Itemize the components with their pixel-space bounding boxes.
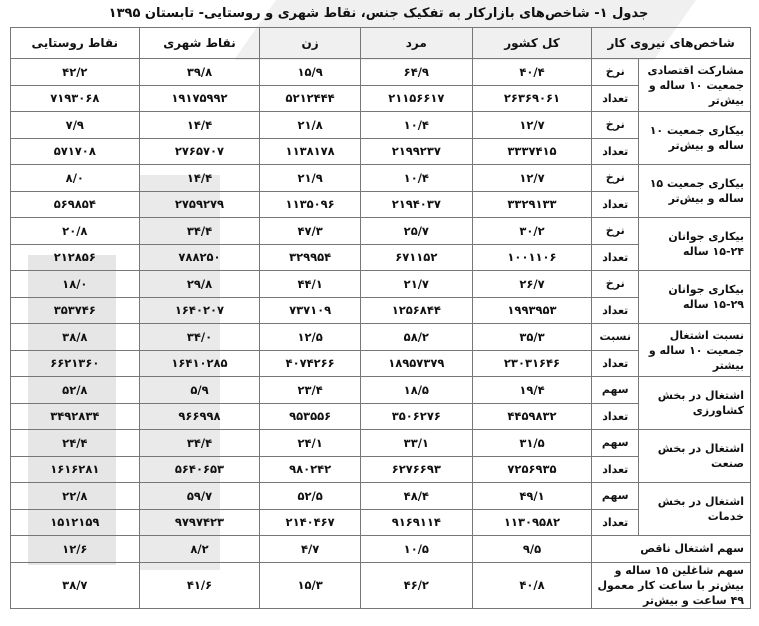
value-cell: ۳۸/۷ <box>11 562 140 608</box>
table-row <box>11 271 751 298</box>
value-cell: ۲۷۵۹۲۷۹ <box>139 191 260 218</box>
value-cell: ۲۱۴۰۴۶۷ <box>260 509 361 536</box>
value-cell: ۱۹/۴ <box>472 377 592 404</box>
measure-label: تعداد <box>592 456 639 483</box>
value-cell: ۱۱۳۸۱۷۸ <box>260 138 361 165</box>
value-cell: ۴۴۵۹۸۳۲ <box>472 403 592 430</box>
measure-label: نرخ <box>592 59 639 86</box>
value-cell: ۱۰/۵ <box>360 536 472 563</box>
table-row <box>11 324 751 351</box>
value-cell: ۱۶۱۶۲۸۱ <box>11 456 140 483</box>
value-cell: ۷/۹ <box>11 112 140 139</box>
indicator-label: بیکاری جمعیت ۱۰ ساله و بیش‌تر <box>639 112 751 165</box>
value-cell: ۳۴/۰ <box>139 324 260 351</box>
value-cell: ۵۶۴۰۶۵۳ <box>139 456 260 483</box>
value-cell: ۵۶۹۸۵۴ <box>11 191 140 218</box>
value-cell: ۴۹/۱ <box>472 483 592 510</box>
value-cell: ۲۷۶۵۷۰۷ <box>139 138 260 165</box>
value-cell: ۷۳۷۱۰۹ <box>260 297 361 324</box>
measure-label: نرخ <box>592 112 639 139</box>
value-cell: ۱۲/۶ <box>11 536 140 563</box>
value-cell: ۴۰/۸ <box>472 562 592 608</box>
measure-label: تعداد <box>592 509 639 536</box>
value-cell: ۹۱۶۹۱۱۴ <box>360 509 472 536</box>
value-cell: ۸/۲ <box>139 536 260 563</box>
table-title: جدول ۱- شاخص‌های بازارکار به تفکیک جنس، نقاط شهری و روستایی- تابستان ۱۳۹۵ <box>108 6 649 21</box>
header-male: مرد <box>360 28 472 59</box>
value-cell: ۳۳۳۷۴۱۵ <box>472 138 592 165</box>
value-cell: ۳۴۹۲۸۳۴ <box>11 403 140 430</box>
value-cell: ۱۲/۷ <box>472 112 592 139</box>
value-cell: ۲۴/۴ <box>11 430 140 457</box>
indicator-label: نسبت اشتغال جمعیت ۱۰ ساله و بیشتر <box>639 324 751 377</box>
value-cell: ۱۵/۹ <box>260 59 361 86</box>
value-cell: ۷۲۵۶۹۳۵ <box>472 456 592 483</box>
labor-market-table <box>10 27 751 609</box>
value-cell: ۳۵۳۷۴۶ <box>11 297 140 324</box>
value-cell: ۵۲/۵ <box>260 483 361 510</box>
value-cell: ۱۰۰۱۱۰۶ <box>472 244 592 271</box>
value-cell: ۳۱/۵ <box>472 430 592 457</box>
value-cell: ۸/۰ <box>11 165 140 192</box>
value-cell: ۲۹/۸ <box>139 271 260 298</box>
value-cell: ۲۰/۸ <box>11 218 140 245</box>
value-cell: ۶۷۱۱۵۲ <box>360 244 472 271</box>
measure-label: نرخ <box>592 165 639 192</box>
measure-label: سهم <box>592 430 639 457</box>
value-cell: ۴۰/۴ <box>472 59 592 86</box>
value-cell: ۴۸/۴ <box>360 483 472 510</box>
value-cell: ۱۵/۳ <box>260 562 361 608</box>
value-cell: ۵۲/۸ <box>11 377 140 404</box>
measure-label: تعداد <box>592 191 639 218</box>
value-cell: ۲۳/۴ <box>260 377 361 404</box>
value-cell: ۴۱/۶ <box>139 562 260 608</box>
value-cell: ۲۲/۸ <box>11 483 140 510</box>
value-cell: ۳۵/۳ <box>472 324 592 351</box>
value-cell: ۴۰۷۴۲۶۶ <box>260 350 361 377</box>
value-cell: ۴/۷ <box>260 536 361 563</box>
table-row <box>11 377 751 404</box>
value-cell: ۳۸/۸ <box>11 324 140 351</box>
value-cell: ۳۲۹۹۵۴ <box>260 244 361 271</box>
table-row <box>11 430 751 457</box>
value-cell: ۱۸/۰ <box>11 271 140 298</box>
measure-label: سهم <box>592 377 639 404</box>
indicator-label: اشتغال در بخش صنعت <box>639 430 751 483</box>
value-cell: ۹۸۰۲۴۲ <box>260 456 361 483</box>
indicator-label: بیکاری جمعیت ۱۵ ساله و بیش‌تر <box>639 165 751 218</box>
value-cell: ۷۱۹۳۰۶۸ <box>11 85 140 112</box>
value-cell: ۱۹۱۷۵۹۹۲ <box>139 85 260 112</box>
table-row <box>11 536 751 563</box>
value-cell: ۷۸۸۲۵۰ <box>139 244 260 271</box>
header-female: زن <box>260 28 361 59</box>
value-cell: ۲۶/۷ <box>472 271 592 298</box>
header-row <box>11 28 751 59</box>
value-cell: ۵۲۱۲۴۴۴ <box>260 85 361 112</box>
header-urban: نقاط شهری <box>139 28 260 59</box>
table-row <box>11 112 751 139</box>
value-cell: ۱۹۹۳۹۵۳ <box>472 297 592 324</box>
value-cell: ۵۷۱۷۰۸ <box>11 138 140 165</box>
value-cell: ۳۳/۱ <box>360 430 472 457</box>
value-cell: ۴۴/۱ <box>260 271 361 298</box>
value-cell: ۹۵۳۵۵۶ <box>260 403 361 430</box>
value-cell: ۱۶۴۰۲۰۷ <box>139 297 260 324</box>
value-cell: ۳۴/۴ <box>139 430 260 457</box>
value-cell: ۱۰/۴ <box>360 165 472 192</box>
value-cell: ۴۷/۳ <box>260 218 361 245</box>
value-cell: ۲۱/۹ <box>260 165 361 192</box>
measure-label: نرخ <box>592 271 639 298</box>
value-cell: ۱۵۱۲۱۵۹ <box>11 509 140 536</box>
value-cell: ۹۶۶۹۹۸ <box>139 403 260 430</box>
value-cell: ۶۶۲۱۳۶۰ <box>11 350 140 377</box>
value-cell: ۳۳۲۹۱۳۳ <box>472 191 592 218</box>
value-cell: ۱۲/۵ <box>260 324 361 351</box>
measure-label: تعداد <box>592 350 639 377</box>
value-cell: ۲۶۳۶۹۰۶۱ <box>472 85 592 112</box>
value-cell: ۵/۹ <box>139 377 260 404</box>
measure-label: تعداد <box>592 297 639 324</box>
table-row <box>11 562 751 608</box>
value-cell: ۳۴/۴ <box>139 218 260 245</box>
measure-label: تعداد <box>592 85 639 112</box>
value-cell: ۱۸۹۵۷۳۷۹ <box>360 350 472 377</box>
header-total: کل کشور <box>472 28 592 59</box>
table-row <box>11 218 751 245</box>
measure-label: تعداد <box>592 403 639 430</box>
value-cell: ۱۸/۵ <box>360 377 472 404</box>
indicator-label: اشتغال در بخش کشاورزی <box>639 377 751 430</box>
value-cell: ۲۱/۷ <box>360 271 472 298</box>
measure-label: تعداد <box>592 244 639 271</box>
measure-label: نرخ <box>592 218 639 245</box>
value-cell: ۲۱۱۵۶۶۱۷ <box>360 85 472 112</box>
indicator-label: اشتغال در بخش خدمات <box>639 483 751 536</box>
value-cell: ۳۹/۸ <box>139 59 260 86</box>
value-cell: ۱۰/۴ <box>360 112 472 139</box>
value-cell: ۴۶/۲ <box>360 562 472 608</box>
value-cell: ۱۶۴۱۰۲۸۵ <box>139 350 260 377</box>
value-cell: ۲۳۰۳۱۶۴۶ <box>472 350 592 377</box>
indicator-label: بیکاری جوانان ۲۴-۱۵ ساله <box>639 218 751 271</box>
value-cell: ۱۴/۴ <box>139 165 260 192</box>
value-cell: ۶۴/۹ <box>360 59 472 86</box>
value-cell: ۳۰/۲ <box>472 218 592 245</box>
value-cell: ۱۲۵۶۸۴۴ <box>360 297 472 324</box>
measure-label: نسبت <box>592 324 639 351</box>
value-cell: ۱۴/۴ <box>139 112 260 139</box>
value-cell: ۲۱۹۹۲۳۷ <box>360 138 472 165</box>
value-cell: ۲۱۹۴۰۳۷ <box>360 191 472 218</box>
table-row <box>11 59 751 86</box>
value-cell: ۹۷۹۷۴۲۳ <box>139 509 260 536</box>
indicator-label: سهم اشتغال ناقص <box>592 536 751 563</box>
value-cell: ۴۲/۲ <box>11 59 140 86</box>
indicator-label: سهم شاغلین ۱۵ ساله و بیش‌تر با ساعت کار معمول ۴۹ ساعت و بیش‌تر <box>592 562 751 608</box>
measure-label: تعداد <box>592 138 639 165</box>
value-cell: ۹/۵ <box>472 536 592 563</box>
value-cell: ۵۸/۲ <box>360 324 472 351</box>
table-row <box>11 483 751 510</box>
value-cell: ۲۱/۸ <box>260 112 361 139</box>
value-cell: ۱۲/۷ <box>472 165 592 192</box>
table-row <box>11 165 751 192</box>
value-cell: ۵۹/۷ <box>139 483 260 510</box>
value-cell: ۲۴/۱ <box>260 430 361 457</box>
measure-label: سهم <box>592 483 639 510</box>
value-cell: ۶۲۷۶۶۹۳ <box>360 456 472 483</box>
header-indicator: شاخص‌های نیروی کار <box>592 28 751 59</box>
value-cell: ۳۵۰۶۲۷۶ <box>360 403 472 430</box>
indicator-label: مشارکت اقتصادی جمعیت ۱۰ ساله و بیش‌تر <box>639 59 751 112</box>
indicator-label: بیکاری جوانان ۲۹-۱۵ ساله <box>639 271 751 324</box>
value-cell: ۲۵/۷ <box>360 218 472 245</box>
value-cell: ۱۱۳۰۹۵۸۲ <box>472 509 592 536</box>
header-rural: نقاط روستایی <box>11 28 140 59</box>
value-cell: ۱۱۳۵۰۹۶ <box>260 191 361 218</box>
value-cell: ۲۱۲۸۵۶ <box>11 244 140 271</box>
